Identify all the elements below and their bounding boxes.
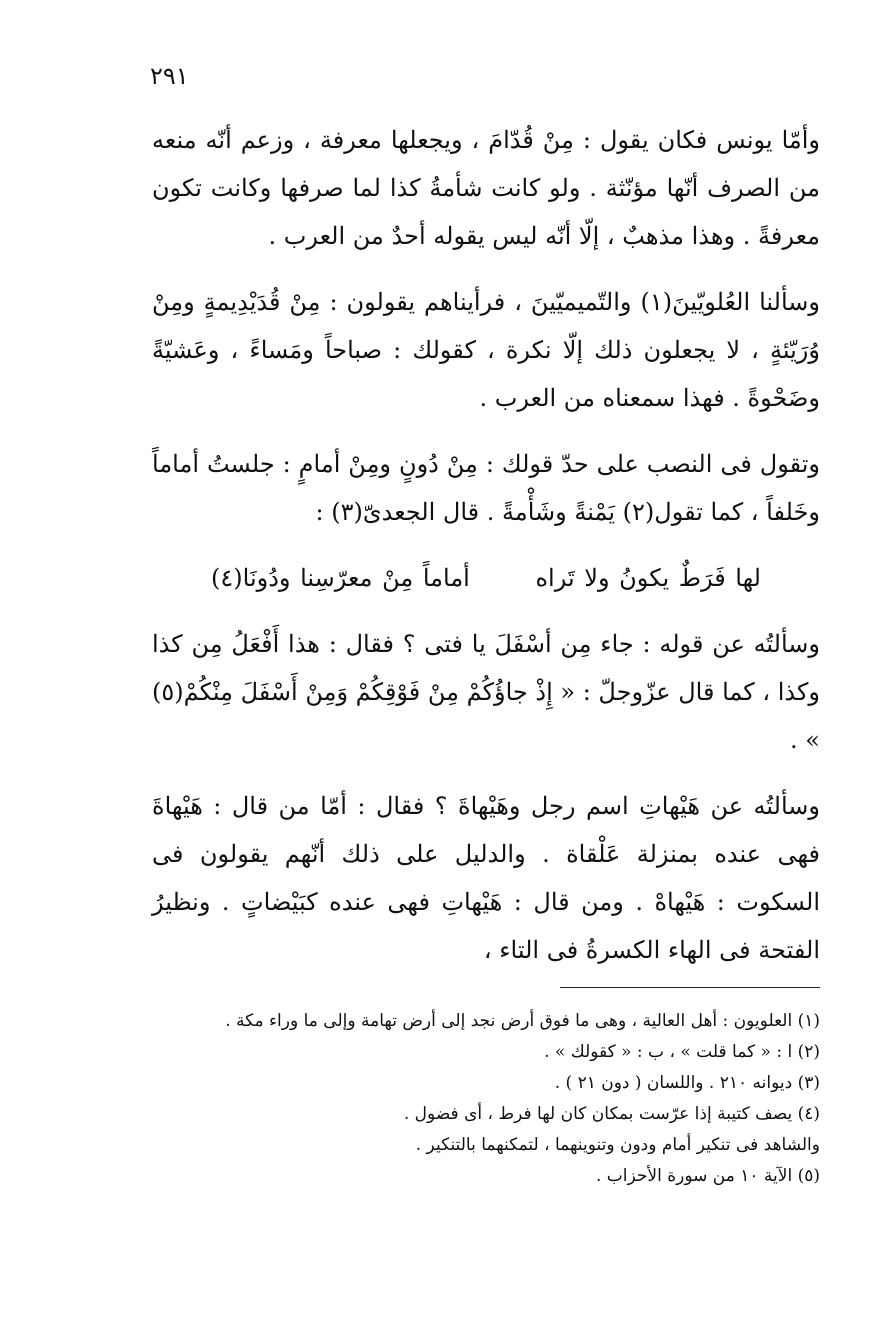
paragraph-hayhat: وسألتُه عن هَيْهاتِ اسم رجل وهَيْهاةَ ؟ فقال : أمّا من قال : هَيْهاةَ فهى عنده بمنزلة عَلْقاة . والدليل على ذلك أنّهم يقولون فى السكوت : هَيْهاهْ . ومن قال : هَيْهاتِ فهى عنده كبَيْضاتٍ . ونظيرُ الفتحة فى الهاء الكسرةُ فى التاء ،	[152, 792, 820, 964]
verse-second-hemistich: أماماً مِنْ معرّسِنا ودُونَا(٤)	[211, 564, 470, 592]
page-number: ٢٩١	[150, 62, 189, 90]
footnote-3: (٣) ديوانه ٢١٠ . واللسان ( دون ٢١ ) .	[554, 1073, 820, 1093]
footnote-1: (١) العلويون : أهل العالية ، وهى ما فوق أرض نجد إلى أرض تهامة وإلى ما وراء مكة .	[225, 1011, 820, 1031]
footnote-2: (٢) ا : « كما قلت » ، ب : « كقولك » .	[544, 1042, 820, 1062]
footnote-5: (٥) الآية ١٠ من سورة الأحزاب .	[595, 1166, 820, 1186]
footnotes	[152, 1006, 820, 1192]
footnote-4: (٤) يصف كتيبة إذا عرّست بمكان كان لها فرط ، أى فضول .	[403, 1104, 820, 1124]
paragraph-asfal: وسألتُه عن قوله : جاء مِن أسْفَلَ يا فتى ؟ فقال : هذا أَفْعَلُ مِن كذا وكذا ، كما قال عزّوجلّ : « إِذْ جاؤُكُمْ مِنْ فَوْقِكُمْ وَمِنْ أَسْفَلَ مِنْكُمْ(٥) » .	[152, 630, 820, 754]
paragraph-nasb: وتقول فى النصب على حدّ قولك : مِنْ دُونٍ ومِنْ أمامٍ : جلستُ أماماً وخَلفاً ، كما تقول(٢) يَمْنةً وشَأْمةً . قال الجعدىّ(٣) :	[152, 450, 821, 526]
paragraph-alawiyyin: وسألنا العُلويّينَ(١) والتّميميّينَ ، فرأيناهم يقولون : مِنْ قُدَيْدِيمةٍ ومِنْ وُرَيّئةٍ ، لا يجعلون ذلك إلّا نكرة ، كقولك : صباحاً ومَساءً ، وعَشيّةً وضَحْوةً . فهذا سمعناه من العرب .	[152, 288, 820, 412]
poetry-verse	[152, 554, 820, 602]
footnote-4-continuation: والشاهد فى تنكير أمام ودون وتنوينهما ، لتمكنهما بالتنكير .	[415, 1135, 820, 1155]
footnote-divider	[560, 987, 820, 988]
main-text	[152, 116, 820, 992]
verse-first-hemistich: لها فَرَطٌ يكونُ ولا تَراه	[535, 564, 761, 592]
paragraph-yunus: وأمّا يونس فكان يقول : مِنْ قُدّامَ ، ويجعلها معرفة ، وزعم أنّه منعه من الصرف أنّها مؤنّثة . ولو كانت شأمةُ كذا لما صرفها وكانت تكون معرفةً . وهذا مذهبٌ ، إلّا أنّه ليس يقوله أحدٌ من العرب .	[152, 126, 820, 250]
